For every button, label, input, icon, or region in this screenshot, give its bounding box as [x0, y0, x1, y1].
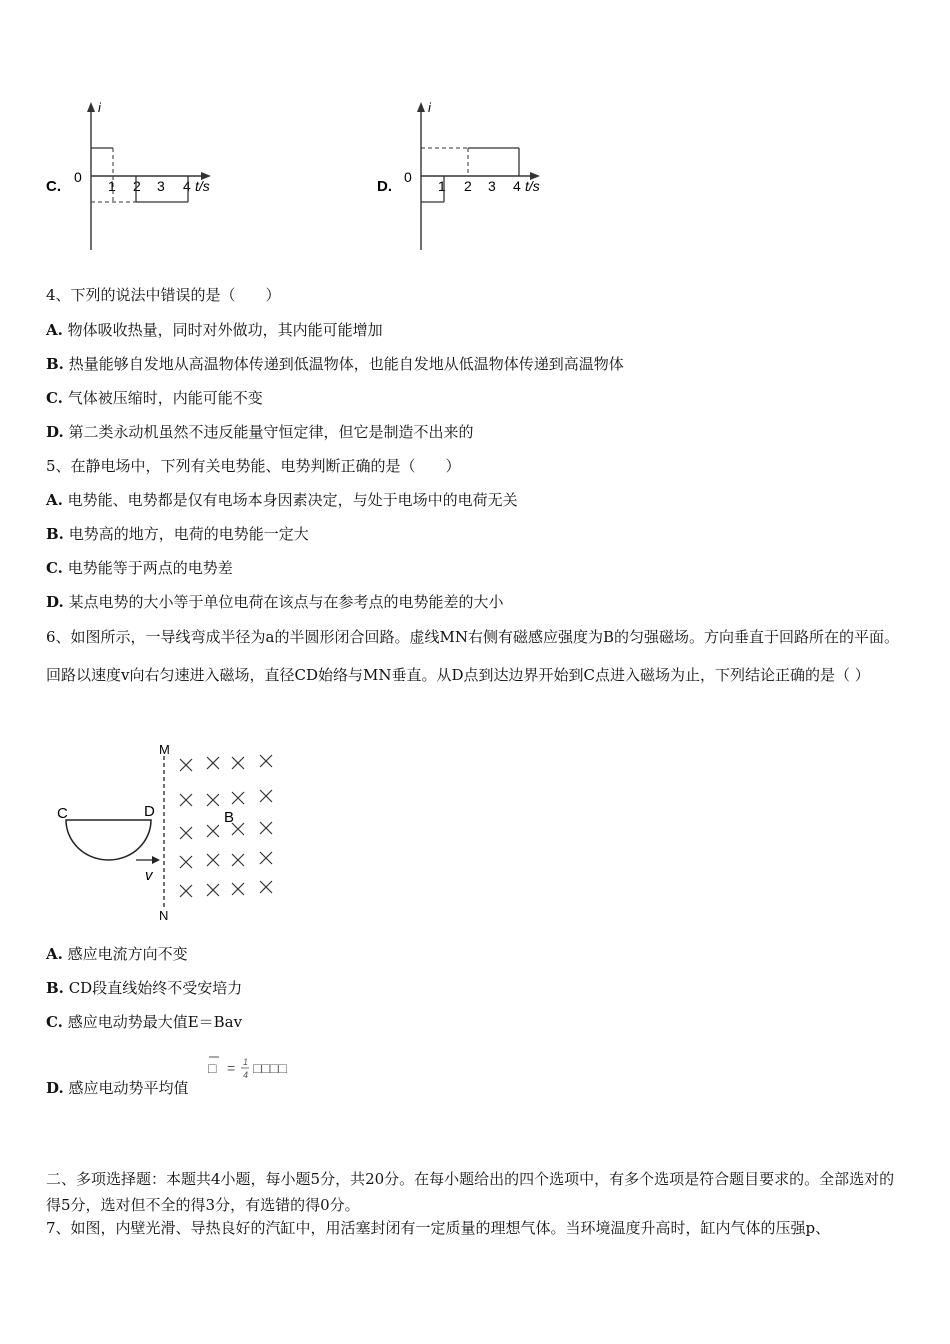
field-row-1 — [180, 755, 272, 771]
figure-label-v: v — [145, 867, 153, 884]
q4-stem: 4、下列的说法中错误的是（ ） — [46, 286, 281, 304]
q4-option-b-label: B. — [46, 355, 64, 373]
graph-c-i-label: i — [98, 100, 101, 115]
field-row-5 — [180, 881, 272, 897]
graph-c-tick-4: 4 — [183, 178, 191, 194]
q6-option-a — [46, 944, 188, 964]
q5-stem: 5、在静电场中，下列有关电势能、电势判断正确的是（ ） — [46, 457, 461, 475]
graph-d-tick-3: 3 — [488, 178, 496, 194]
q5-option-b — [46, 524, 309, 544]
q5-option-a-text: 电势能、电势都是仅有电场本身因素决定，与处于电场中的电荷无关 — [67, 491, 518, 509]
q4-option-d-label: D. — [46, 423, 64, 441]
graph-c-t-label: t/s — [195, 178, 210, 194]
q6-option-c-label: C. — [46, 1013, 63, 1031]
q6-stem: 6、如图所示，一导线弯成半径为a的半圆形闭合回路。虚线MN右侧有磁感应强度为B的匀强磁场。方向垂直于回路所在的平面。回路以速度v向右匀速进入磁场，直径CD始络与MN垂直。从D点到达边界开始到C点进入磁场为止，下列结论正确的是（ ） — [46, 628, 899, 684]
q5-option-a-label: A. — [46, 491, 63, 509]
figure-label-m: M — [159, 742, 170, 757]
semicircle-loop — [66, 820, 151, 860]
q4-option-b-text: 热量能够自发地从高温物体传递到低温物体，也能自发地从低温物体传递到高温物体 — [68, 355, 624, 373]
q4-option-d-text: 第二类永动机虽然不违反能量守恒定律，但它是制造不出来的 — [68, 423, 474, 441]
graph-c-tick-1: 1 — [108, 178, 116, 194]
graph-d-tick-1: 1 — [438, 178, 446, 194]
field-row-4 — [180, 852, 272, 868]
q4-option-b — [46, 354, 624, 374]
graph-c-origin: 0 — [74, 169, 82, 185]
formula-box: □ — [208, 1060, 217, 1076]
formula-tail: □□□□ — [253, 1060, 287, 1076]
q6-option-d — [46, 1078, 189, 1098]
graph-d-origin: 0 — [404, 169, 412, 185]
figure-label-n: N — [159, 908, 169, 923]
q6-option-d-formula — [205, 1053, 315, 1083]
figure-label-c: C — [57, 805, 68, 822]
q5-option-a — [46, 490, 518, 510]
field-row-2 — [180, 790, 272, 806]
q4-option-c-label: C. — [46, 389, 63, 407]
q4-option-a-text: 物体吸收热量，同时对外做功，其内能可能增加 — [67, 321, 383, 339]
q5-option-d — [46, 592, 504, 612]
q6-option-a-label: A. — [46, 945, 63, 963]
graph-d-t-label: t/s — [525, 178, 540, 194]
q6-option-c — [46, 1012, 242, 1032]
q6-option-d-text: 感应电动势平均值 — [68, 1079, 189, 1097]
q5-option-b-label: B. — [46, 525, 64, 543]
graph-option-d — [372, 98, 562, 258]
q5-option-b-text: 电势高的地方，电荷的电势能一定大 — [68, 525, 309, 543]
q7-stem: 7、如图，内壁光滑、导热良好的汽缸中，用活塞封闭有一定质量的理想气体。当环境温度升高时，缸内气体的压强p、 — [46, 1219, 831, 1237]
q5-option-d-label: D. — [46, 593, 64, 611]
q4-option-a-label: A. — [46, 321, 63, 339]
velocity-arrowhead — [152, 856, 160, 864]
graph-d-i-label: i — [428, 100, 431, 115]
q4-option-a — [46, 320, 383, 340]
q5-option-c — [46, 558, 233, 578]
formula-equals: = — [227, 1060, 236, 1076]
figure-label-d: D — [144, 803, 155, 820]
graph-d-option-label: D. — [377, 178, 392, 195]
formula-denominator: 4 — [243, 1070, 249, 1080]
q6-option-b-text: CD段直线始终不受安培力 — [68, 979, 243, 997]
q6-option-d-label: D. — [46, 1079, 64, 1097]
graph-d-tick-4: 4 — [513, 178, 521, 194]
q6-option-c-text: 感应电动势最大值E＝Bav — [67, 1013, 243, 1031]
q4-option-c — [46, 388, 263, 408]
graph-d-i-arrow — [417, 102, 425, 112]
q4-option-d — [46, 422, 474, 442]
graph-option-c — [40, 98, 220, 258]
formula-numerator: 1 — [243, 1057, 249, 1067]
graph-c-tick-2: 2 — [133, 178, 141, 194]
graph-c-tick-3: 3 — [157, 178, 165, 194]
q5-option-c-text: 电势能等于两点的电势差 — [67, 559, 233, 577]
q6-figure — [50, 742, 300, 922]
figure-label-b: B — [224, 809, 235, 826]
graph-c-option-label: C. — [46, 178, 61, 195]
q6-option-b-label: B. — [46, 979, 64, 997]
q6-option-b — [46, 978, 242, 998]
section-2-heading: 二、多项选择题：本题共4小题，每小题5分，共20分。在每小题给出的四个选项中，有多个选项是符合题目要求的。全部选对的得5分，选对但不全的得3分，有选错的得0分。 — [46, 1170, 895, 1214]
graph-d-tick-2: 2 — [464, 178, 472, 194]
q4-option-c-text: 气体被压缩时，内能可能不变 — [67, 389, 263, 407]
graph-c-i-arrow — [87, 102, 95, 112]
q5-option-c-label: C. — [46, 559, 63, 577]
q6-option-a-text: 感应电流方向不变 — [67, 945, 188, 963]
q5-option-d-text: 某点电势的大小等于单位电荷在该点与在参考点的电势能差的大小 — [68, 593, 504, 611]
magnetic-field-grid — [180, 755, 272, 897]
